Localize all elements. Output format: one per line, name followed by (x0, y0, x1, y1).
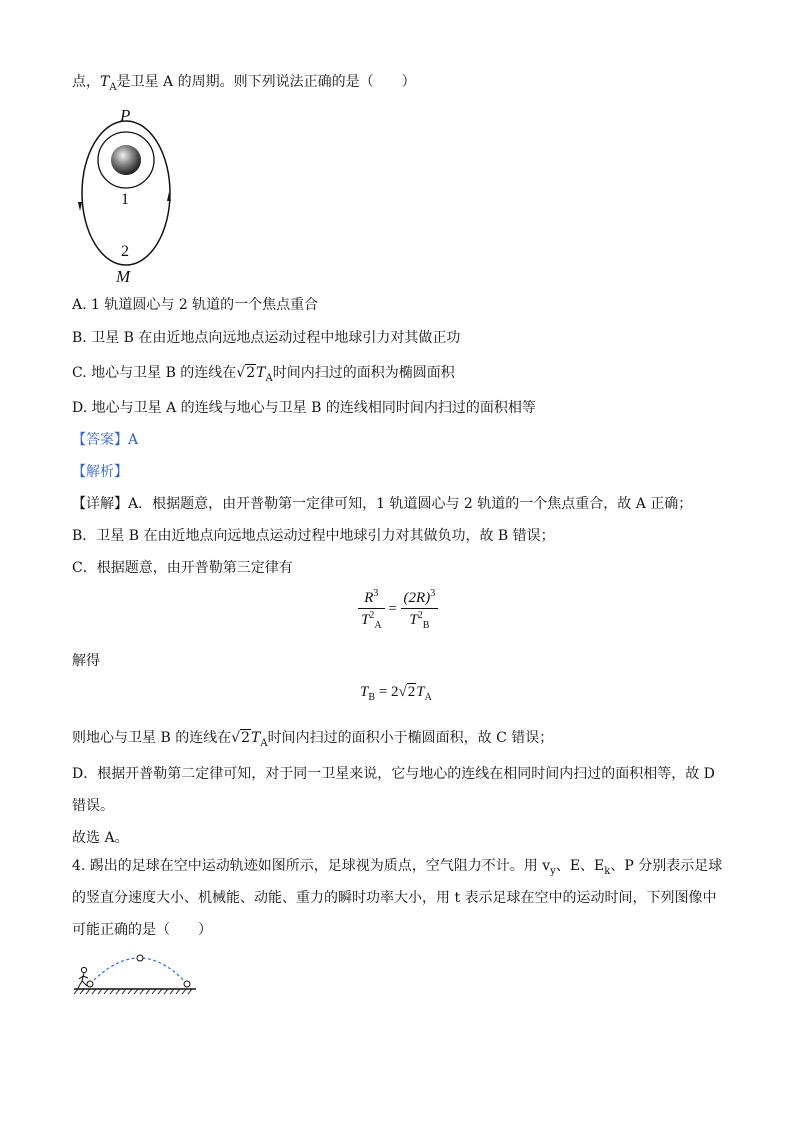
label-p: P (120, 106, 131, 125)
formula2-eq: = 2 (378, 684, 399, 700)
option-d: D. 地心与卫星 A 的连线与地心与卫星 B 的连线相同时间内扫过的面积相等 (72, 400, 536, 416)
label-m: M (116, 267, 131, 285)
formula-kepler-third (358, 588, 438, 631)
label-2: 2 (121, 243, 129, 260)
intro-text-pre: 点， (72, 74, 100, 90)
player-icon (78, 967, 88, 988)
period-symbol: T (100, 74, 110, 90)
lhs-numerator: R (364, 590, 374, 606)
option-b: B. 卫星 B 在由近地点向远地点运动过程中地球引力对其做正功 (72, 330, 461, 346)
option-c-period: T (256, 365, 266, 381)
trajectory-path (90, 958, 187, 984)
arrow-down-icon (78, 202, 82, 211)
formula2-lhs: T (360, 684, 369, 700)
explanation-a: 【详解】A．根据题意，由开普勒第一定律可知，1 轨道圆心与 2 轨道的一个焦点重合，故 A 正确； (72, 496, 693, 512)
sqrt-radicand: 2 (246, 365, 256, 381)
formula-period-b: $T_B = 2√2T_A$ (360, 684, 432, 703)
q4-line3: 可能正确的是（ ） (72, 922, 212, 938)
ball-top-icon (137, 955, 143, 961)
lhs-denominator: T (361, 612, 370, 628)
option-c (72, 363, 455, 389)
analysis-label: 【解析】 (72, 464, 128, 480)
option-c-period-sub: A (265, 372, 273, 384)
choose-line: 故选 A。 (72, 830, 129, 846)
answer-label: 【答案】A (72, 432, 139, 448)
q4-line2: 的竖直分速度大小、机械能、动能、重力的瞬时功率大小，用 t 表示足球在空中的运动时间，下列图像中 (72, 890, 717, 906)
label-1: 1 (121, 191, 129, 208)
explanation-c-intro: C．根据题意，由开普勒第三定律有 (72, 560, 293, 576)
rhs-fraction: $\frac{(2R)^3}{T^2_B}$ (401, 588, 439, 631)
solve-label: 解得 (72, 653, 100, 669)
period-subscript: A (109, 81, 117, 93)
formula2-sqrt: √2 (398, 684, 416, 700)
conclusion-sqrt: √2 (231, 730, 251, 746)
orbit-figure (70, 105, 190, 285)
option-c-pre: C. 地心与卫星 B 的连线在 (72, 365, 237, 381)
football-trajectory-figure (72, 950, 202, 1000)
sqrt-symbol: √2 (236, 365, 256, 381)
intro-text-post: 是卫星 A 的周期。则下列说法正确的是（ ） (116, 74, 416, 90)
ground-hatching (74, 989, 192, 994)
lhs-fraction: $\frac{R^3}{T^2_A}$ (358, 588, 385, 631)
option-a: A. 1 轨道圆心与 2 轨道的一个焦点重合 (72, 297, 319, 313)
earth-icon (111, 145, 141, 175)
rhs-denominator: T (409, 612, 418, 628)
ball-end-icon (184, 981, 190, 987)
intro-line (72, 72, 416, 98)
ball-start-icon (87, 981, 93, 987)
explanation-d-line1: D．根据开普勒第二定律可知，对于同一卫星来说，它与地心的连线在相同时间内扫过的面积相等，故 D (72, 766, 715, 782)
rhs-numerator: (2R) (403, 590, 431, 606)
equals-sign: = (388, 600, 397, 617)
q4-line1: 4. 踢出的足球在空中运动轨迹如图所示，足球视为质点，空气阻力不计。用 $v_y$、E、$E_k$、P 分别表示足球 (72, 858, 723, 877)
option-c-post: 时间内扫过的面积为椭圆面积 (272, 365, 455, 381)
explanation-b: B．卫星 B 在由近地点向远地点运动过程中地球引力对其做负功，故 B 错误； (72, 528, 555, 544)
explanation-c-conclusion: 则地心与卫星 B 的连线在$√2T_A$时间内扫过的面积小于椭圆面积，故 C 错误； (72, 730, 554, 749)
explanation-d-line2: 错误。 (72, 798, 114, 814)
formula2-t: T (416, 684, 425, 700)
